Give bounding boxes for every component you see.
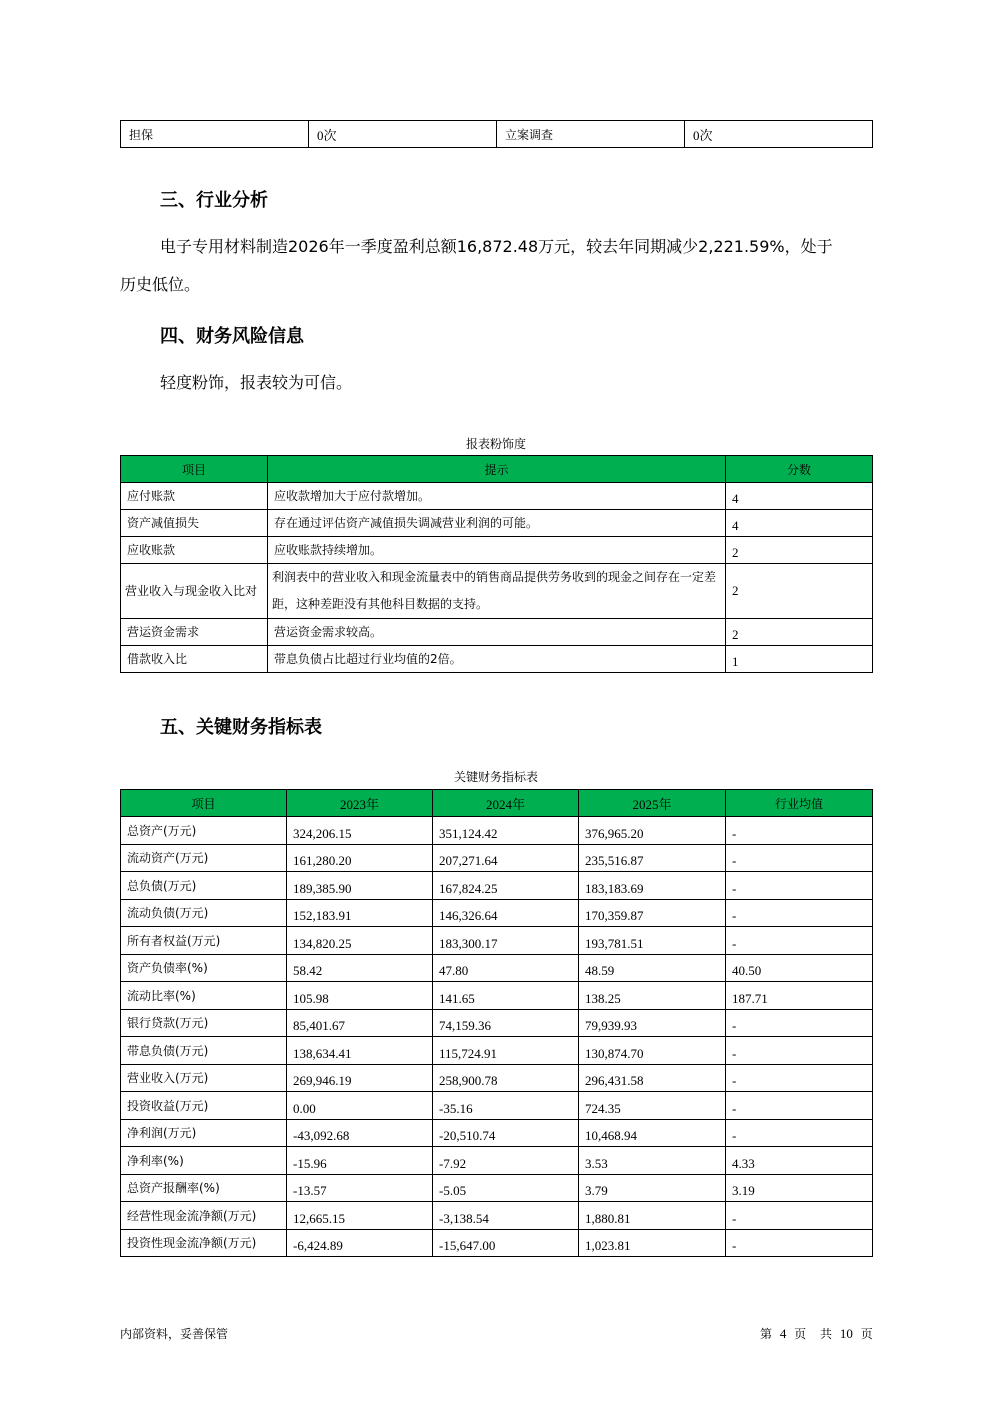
industry-average-cell: 40.50	[726, 954, 873, 982]
table-row	[121, 899, 873, 927]
column-header: 2024年	[433, 790, 579, 817]
risk-table	[120, 455, 873, 673]
indicator-value: -5.05	[433, 1174, 579, 1202]
page-number: 4	[779, 1326, 787, 1341]
risk-item: 应付账款	[121, 483, 268, 510]
total-pages: 10	[839, 1326, 853, 1341]
indicator-value: 170,359.87	[579, 899, 726, 927]
indicator-value: 269,946.19	[287, 1064, 433, 1092]
table-row	[121, 844, 873, 872]
indicator-value: 1,023.81	[579, 1229, 726, 1257]
industry-average-cell: -	[726, 817, 873, 845]
indicator-value: 79,939.93	[579, 1009, 726, 1037]
industry-average-cell: -	[726, 1037, 873, 1065]
risk-item: 资产减值损失	[121, 510, 268, 537]
table-row	[121, 510, 873, 537]
indicator-value: 183,183.69	[579, 872, 726, 900]
page-label: 第	[760, 1327, 773, 1341]
risk-score: 2	[726, 537, 873, 564]
indicator-name: 投资性现金流净额(万元)	[121, 1229, 287, 1257]
table-row	[121, 537, 873, 564]
risk-paragraph: 轻度粉饰，报表较为可信。	[160, 373, 353, 392]
risk-item: 营运资金需求	[121, 619, 268, 646]
indicator-value: 138.25	[579, 982, 726, 1010]
indicator-value: 48.59	[579, 954, 726, 982]
section-heading-industry: 三、行业分析	[160, 190, 268, 211]
table-row	[121, 927, 873, 955]
indicators-table-caption: 关键财务指标表	[453, 770, 538, 784]
indicator-value: 74,159.36	[433, 1009, 579, 1037]
risk-hint: 营运资金需求较高。	[268, 619, 726, 646]
indicator-name: 资产负债率(%)	[121, 954, 287, 982]
risk-hint: 应收款增加大于应付款增加。	[268, 483, 726, 510]
indicator-value: 152,183.91	[287, 899, 433, 927]
investigation-value: 0次	[685, 121, 873, 148]
industry-average-cell: -	[726, 1229, 873, 1257]
section-heading-risk: 四、财务风险信息	[160, 326, 304, 347]
indicator-value: 47.80	[433, 954, 579, 982]
indicator-name: 流动资产(万元)	[121, 844, 287, 872]
table-row	[121, 483, 873, 510]
industry-average-cell: -	[726, 1092, 873, 1120]
indicator-name: 经营性现金流净额(万元)	[121, 1202, 287, 1230]
industry-average-cell: -	[726, 927, 873, 955]
column-header: 行业均值	[726, 790, 873, 817]
industry-paragraph-line1: 电子专用材料制造2026年一季度盈利总额16,872.48万元，较去年同期减少2,221.59%，处于	[160, 237, 833, 256]
indicator-value: -15.96	[287, 1147, 433, 1175]
indicator-value: 193,781.51	[579, 927, 726, 955]
industry-paragraph-line2: 历史低位。	[120, 275, 201, 294]
indicator-value: 296,431.58	[579, 1064, 726, 1092]
indicator-value: 3.53	[579, 1147, 726, 1175]
column-header: 2023年	[287, 790, 433, 817]
indicator-value: -13.57	[287, 1174, 433, 1202]
indicator-value: 183,300.17	[433, 927, 579, 955]
indicator-name: 总资产报酬率(%)	[121, 1174, 287, 1202]
industry-average-cell: -	[726, 872, 873, 900]
risk-item: 借款收入比	[121, 646, 268, 673]
industry-average-cell: 4.33	[726, 1147, 873, 1175]
page-unit: 页	[794, 1327, 807, 1341]
column-header: 提示	[268, 456, 726, 483]
footer-page-info	[760, 1325, 873, 1342]
indicator-name: 总资产(万元)	[121, 817, 287, 845]
column-header: 项目	[121, 790, 287, 817]
total-unit: 页	[860, 1327, 873, 1341]
indicator-value: 85,401.67	[287, 1009, 433, 1037]
table-header-row	[121, 456, 873, 483]
indicator-value: 167,824.25	[433, 872, 579, 900]
indicator-name: 净利率(%)	[121, 1147, 287, 1175]
risk-item: 营业收入与现金收入比对	[121, 564, 268, 619]
table-row	[121, 954, 873, 982]
indicator-value: -3,138.54	[433, 1202, 579, 1230]
indicator-value: 258,900.78	[433, 1064, 579, 1092]
indicator-value: 130,874.70	[579, 1037, 726, 1065]
table-row	[121, 1119, 873, 1147]
indicator-value: 235,516.87	[579, 844, 726, 872]
risk-score: 2	[726, 564, 873, 619]
indicator-value: 10,468.94	[579, 1119, 726, 1147]
column-header: 2025年	[579, 790, 726, 817]
indicator-value: -35.16	[433, 1092, 579, 1120]
indicator-value: -15,647.00	[433, 1229, 579, 1257]
indicator-value: 376,965.20	[579, 817, 726, 845]
indicator-value: -6,424.89	[287, 1229, 433, 1257]
risk-score: 1	[726, 646, 873, 673]
indicator-value: -43,092.68	[287, 1119, 433, 1147]
indicators-table	[120, 789, 873, 1257]
indicator-value: 115,724.91	[433, 1037, 579, 1065]
indicator-value: 207,271.64	[433, 844, 579, 872]
risk-score: 2	[726, 619, 873, 646]
industry-average-cell: 3.19	[726, 1174, 873, 1202]
table-row	[121, 121, 873, 148]
column-header: 分数	[726, 456, 873, 483]
risk-table-caption: 报表粉饰度	[465, 437, 526, 451]
indicator-name: 投资收益(万元)	[121, 1092, 287, 1120]
industry-average-cell: -	[726, 844, 873, 872]
table-row	[121, 1092, 873, 1120]
indicator-value: 3.79	[579, 1174, 726, 1202]
indicator-value: 161,280.20	[287, 844, 433, 872]
column-header: 项目	[121, 456, 268, 483]
indicator-name: 营业收入(万元)	[121, 1064, 287, 1092]
table-row	[121, 619, 873, 646]
footer-confidential: 内部资料，妥善保管	[120, 1327, 229, 1341]
table-row	[121, 1147, 873, 1175]
risk-hint: 带息负债占比超过行业均值的2倍。	[268, 646, 726, 673]
guarantee-label: 担保	[121, 121, 309, 148]
risk-hint: 存在通过评估资产减值损失调减营业利润的可能。	[268, 510, 726, 537]
indicator-value: 134,820.25	[287, 927, 433, 955]
indicator-value: 1,880.81	[579, 1202, 726, 1230]
table-row	[121, 872, 873, 900]
table-row	[121, 1174, 873, 1202]
indicator-name: 银行贷款(万元)	[121, 1009, 287, 1037]
indicator-value: 138,634.41	[287, 1037, 433, 1065]
table-row	[121, 1009, 873, 1037]
investigation-label: 立案调查	[497, 121, 685, 148]
table-header-row	[121, 790, 873, 817]
risk-item: 应收账款	[121, 537, 268, 564]
industry-average-cell: -	[726, 1009, 873, 1037]
industry-average-cell: -	[726, 1064, 873, 1092]
indicators-table-body	[121, 817, 873, 1257]
indicator-name: 所有者权益(万元)	[121, 927, 287, 955]
risk-hint: 利润表中的营业收入和现金流量表中的销售商品提供劳务收到的现金之间存在一定差距，这种差距没有其他科目数据的支持。	[268, 564, 726, 619]
indicator-name: 流动负债(万元)	[121, 899, 287, 927]
table-row	[121, 1229, 873, 1257]
table-row	[121, 646, 873, 673]
indicator-name: 流动比率(%)	[121, 982, 287, 1010]
table-row	[121, 1202, 873, 1230]
guarantee-value: 0次	[309, 121, 497, 148]
indicator-value: -7.92	[433, 1147, 579, 1175]
risk-hint: 应收账款持续增加。	[268, 537, 726, 564]
table-row	[121, 817, 873, 845]
indicator-value: 324,206.15	[287, 817, 433, 845]
indicator-value: 12,665.15	[287, 1202, 433, 1230]
indicator-value: -20,510.74	[433, 1119, 579, 1147]
table-row	[121, 1037, 873, 1065]
table-row	[121, 564, 873, 619]
indicator-name: 净利润(万元)	[121, 1119, 287, 1147]
table-row	[121, 982, 873, 1010]
industry-average-cell: -	[726, 899, 873, 927]
guarantee-table	[120, 120, 873, 148]
indicator-value: 724.35	[579, 1092, 726, 1120]
total-label: 共	[820, 1327, 833, 1341]
indicator-value: 58.42	[287, 954, 433, 982]
section-heading-indicators: 五、关键财务指标表	[160, 717, 322, 738]
industry-average-cell: -	[726, 1202, 873, 1230]
indicator-name: 总负债(万元)	[121, 872, 287, 900]
indicator-value: 146,326.64	[433, 899, 579, 927]
indicator-value: 0.00	[287, 1092, 433, 1120]
industry-average-cell: -	[726, 1119, 873, 1147]
risk-score: 4	[726, 510, 873, 537]
indicator-value: 189,385.90	[287, 872, 433, 900]
industry-average-cell: 187.71	[726, 982, 873, 1010]
table-row	[121, 1064, 873, 1092]
indicator-name: 带息负债(万元)	[121, 1037, 287, 1065]
indicator-value: 105.98	[287, 982, 433, 1010]
risk-score: 4	[726, 483, 873, 510]
indicator-value: 141.65	[433, 982, 579, 1010]
indicator-value: 351,124.42	[433, 817, 579, 845]
